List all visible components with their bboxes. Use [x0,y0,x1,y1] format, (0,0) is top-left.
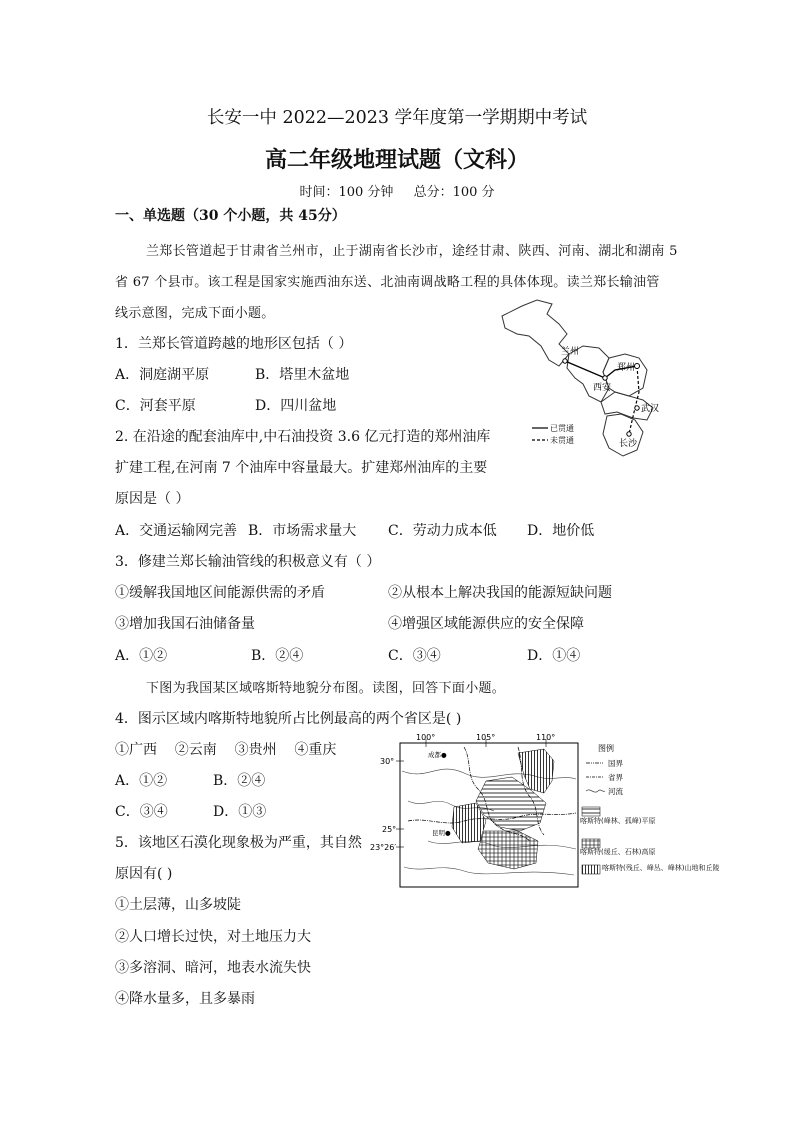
lat30-label: 30° [380,757,395,766]
q2-stem-line-2: 扩建工程,在河南 7 个油库中容量最大。扩建郑州油库的主要 [115,460,488,476]
lon110-label: 110° [536,733,556,742]
q3-statement-2: ②从根本上解决我国的能源短缺问题 [388,585,612,601]
q1-option-b[interactable]: B．塔里木盆地 [255,367,350,383]
q3-statement-4: ④增强区域能源供应的安全保障 [388,616,584,632]
hunan-outline [603,414,643,456]
q2-option-c[interactable]: C．劳动力成本低 [388,523,497,539]
q3-statement-3: ③增加我国石油储备量 [115,616,255,632]
karst-map [368,731,720,891]
legend-karst2-label: 喀斯特(缓丘、石林)高原 [580,848,656,856]
q3-option-b[interactable]: B．②④ [251,648,304,664]
changsha-dot [627,432,631,436]
intro-line-1: 兰郑长管道起于甘肃省兰州市，止于湖南省长沙市，途经甘肃、陕西、河南、湖北和湖南 5 [146,244,678,259]
group2-intro: 下图为我国某区域喀斯特地貌分布图。读图，回答下面小题。 [146,681,506,696]
q4-option-d[interactable]: D．①③ [213,804,267,820]
q3-stem: 3．修建兰郑长输油管线的积极意义有（ ） [115,554,381,570]
exam-title: 长安一中 2022—2023 学年度第一学期期中考试 [206,108,588,128]
legend-provincial-label: 省界 [608,773,623,782]
lon105-label: 105° [476,733,496,742]
q2-stem-line-3: 原因是（ ） [115,491,190,507]
q2-option-a[interactable]: A．交通运输网完善 [115,523,238,539]
q3-option-a[interactable]: A．①② [115,648,168,664]
legend-completed-label: 已贯通 [550,424,574,433]
changsha-label: 长沙 [619,439,638,449]
q3-option-c[interactable]: C．③④ [388,648,441,664]
lon100-label: 100° [416,733,436,742]
pipeline-map [497,296,677,458]
wuhan-dot [635,406,639,410]
zhengzhou-dot [635,364,640,369]
legend-karst3-label: 喀斯特(残丘、峰丛、峰林)山地和丘陵 [602,864,720,872]
q3-option-d[interactable]: D．①④ [527,648,581,664]
q5-statement-4: ④降水量多，且多暴雨 [115,991,255,1007]
q5-stem-line-2: 原因有( ) [115,866,173,882]
exam-time: 时间：100 分钟 [299,185,394,200]
legend-river-symbol [586,790,605,792]
legend-karst1-label: 喀斯特(峰林、孤峰)平原 [580,817,656,825]
legend-national-label: 国界 [608,759,623,768]
chengdu-label: 成都● [428,751,447,759]
q1-option-c[interactable]: C．河套平原 [115,398,196,414]
q4-stem: 4．图示区域内喀斯特地貌所占比例最高的两个省区是( ) [115,711,462,727]
q4-option-c[interactable]: C．③④ [115,804,168,820]
exam-subtitle: 高二年级地理试题（文科） [264,147,529,173]
kunming-label: 昆明● [432,829,451,837]
q5-stem-line-1: 5．该地区石漠化现象极为严重，其自然 [115,835,362,851]
exam-score: 总分：100 分 [413,185,495,200]
q5-statement-2: ②人口增长过快，对土地压力大 [115,929,311,945]
q5-statement-3: ③多溶洞、暗河，地表水流失快 [115,960,311,976]
legend-karst3-swatch [582,865,600,874]
xian-dot [603,376,607,380]
legend-river-label: 河流 [608,787,623,796]
q3-statement-1: ①缓解我国地区间能源供需的矛盾 [115,585,325,601]
xian-label: 西安 [593,383,612,393]
legend-title: 图例 [598,744,614,753]
wuhan-label: 武汉 [641,404,660,414]
exam-meta [0,181,794,200]
q1-option-d[interactable]: D．四川盆地 [255,398,337,414]
q2-stem-line-1: 2. 在沿途的配套油库中,中石油投资 3.6 亿元打造的郑州油库 [115,429,491,445]
q1-option-a[interactable]: A．洞庭湖平原 [115,367,210,383]
legend-planned-label: 未贯通 [550,436,574,445]
q4-option-a[interactable]: A．①② [115,773,168,789]
lanzhou-dot [563,359,567,363]
legend-karst1-swatch [582,807,600,816]
gansu-outline [502,300,569,366]
intro-line-2: 省 67 个县市。该工程是国家实施西油东送、北油南调战略工程的具体体现。读兰郑长输油管 [115,275,660,290]
lanzhou-label: 兰州 [561,347,580,357]
lat25-label: 25° [382,825,397,834]
q4-items: ①广西 ②云南 ③贵州 ④重庆 [115,742,337,758]
q4-option-b[interactable]: B．②④ [213,773,266,789]
karst-region-south [478,831,538,869]
lat2326-label: 23°26′ [370,843,397,852]
intro-line-3: 线示意图，完成下面小题。 [115,306,275,321]
q2-option-d[interactable]: D．地价低 [527,523,595,539]
q1-stem: 1．兰郑长管道跨越的地形区包括（ ） [115,336,353,352]
section-heading: 一、单选题（30 个小题，共 45分） [115,208,346,224]
legend-karst2-swatch [582,839,600,848]
zhengzhou-label: 郑州 [617,363,636,373]
river-4 [404,867,574,875]
q2-option-b[interactable]: B．市场需求量大 [248,523,357,539]
q5-statement-1: ①土层薄，山多坡陡 [115,897,241,913]
